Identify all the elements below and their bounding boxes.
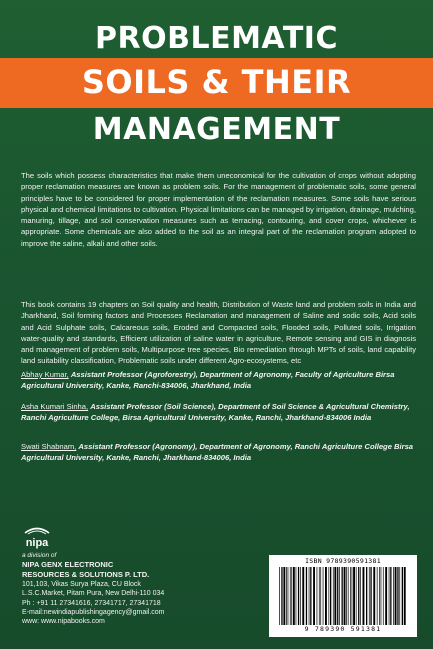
barcode-bar bbox=[397, 567, 398, 625]
barcode-bar bbox=[281, 567, 282, 625]
barcode-bar bbox=[358, 567, 359, 625]
author-name: Abhay Kumar, bbox=[21, 370, 69, 379]
barcode-bar bbox=[366, 567, 367, 625]
barcode-bar bbox=[393, 567, 394, 625]
barcode-bar bbox=[300, 567, 301, 625]
barcode-bar bbox=[377, 567, 378, 625]
barcode-bar bbox=[286, 567, 287, 625]
publisher-name-line-1: NIPA GENX ELECTRONIC bbox=[22, 560, 114, 570]
publisher-phone: Ph : +91 11 27341616, 27341717, 27341718 bbox=[22, 599, 161, 607]
division-label: a division of bbox=[22, 552, 57, 559]
barcode-bar bbox=[404, 567, 406, 625]
barcode-bar bbox=[360, 567, 361, 625]
barcode-bar bbox=[290, 567, 291, 625]
barcode-bar bbox=[370, 567, 371, 625]
barcode-bar bbox=[309, 567, 310, 625]
barcode-bar bbox=[356, 567, 357, 625]
author-affiliation: Assistant Professor (Agronomy), Department of Agronomy, Ranchi Agriculture College Birsa Agricultural University, Kanke, Ranchi, Jharkhand-834006, India bbox=[21, 442, 414, 462]
barcode-bar bbox=[298, 567, 299, 625]
author-name: Swati Shabnam, bbox=[21, 442, 77, 451]
barcode-bar bbox=[320, 567, 321, 625]
author-entry bbox=[21, 369, 416, 391]
barcode-bar bbox=[350, 567, 351, 625]
barcode-bar bbox=[329, 567, 330, 625]
barcode-bar bbox=[330, 567, 331, 625]
barcode-bar bbox=[313, 567, 315, 625]
barcode-bar bbox=[283, 567, 285, 625]
barcode-bar bbox=[319, 567, 320, 625]
barcode-bar bbox=[333, 567, 334, 625]
title-line-1: PROBLEMATIC bbox=[95, 21, 338, 56]
barcode-bar bbox=[389, 567, 390, 625]
barcode-bar bbox=[293, 567, 295, 625]
barcode-bar bbox=[317, 567, 318, 625]
barcode-bar bbox=[342, 567, 343, 625]
barcode-bar bbox=[291, 567, 292, 625]
title-line-3: MANAGEMENT bbox=[92, 112, 341, 147]
barcode-bar bbox=[363, 567, 365, 625]
barcode-bars bbox=[277, 567, 409, 625]
author-name: Asha Kumari Sinha, bbox=[21, 402, 89, 411]
blurb-paragraph-2: This book contains 19 chapters on Soil quality and health, Distribution of Waste land and problem soils in India and Jharkhand, Soil forming factors and Processes Reclamation and management of Saline and sodic soils, Acid soils and Acid Sulphate soils, Calcareous soils, Eroded and Compacted soils, Flooded soils, Polluted soils, Irrigation water-quality and standards, Efficient utilization of saline water in agriculture, Remote sensing and GIS in diagnosis and management of problem soils, Multipurpose tree species, Bio remediation through MPTs of soils, land capability land suitability classification, Problematic soils under different Agro-ecosystems, etc bbox=[21, 300, 416, 366]
author-affiliation: Assistant Professor (Agroforestry), Department of Agronomy, Faculty of Agriculture Birsa Agricultural University, Kanke, Ranchi-834006, Jharkhand, India bbox=[21, 370, 395, 390]
author-entry bbox=[21, 441, 416, 463]
barcode-bar bbox=[306, 567, 307, 625]
publisher-address-line-2: L.S.C.Market, Pitam Pura, New Delhi-110 034 bbox=[22, 590, 165, 598]
barcode-bar bbox=[337, 567, 338, 625]
isbn-label: ISBN 9789390591381 bbox=[305, 557, 381, 565]
publisher-address-line-1: 101,103, Vikas Surya Plaza, CU Block bbox=[22, 581, 141, 589]
barcode-bar bbox=[402, 567, 403, 625]
barcode-bar bbox=[279, 567, 280, 625]
author-affiliation: Assistant Professor (Soil Science), Department of Soil Science & Agricultural Chemistry, Ranchi Agriculture College, Birsa Agricultural University, Kanke, Ranchi, Jharkhand-834006 India bbox=[21, 402, 410, 422]
barcode-bar bbox=[296, 567, 297, 625]
barcode-bar bbox=[390, 567, 391, 625]
barcode-bar bbox=[399, 567, 400, 625]
logo-text: nipa bbox=[25, 537, 49, 549]
blurb-paragraph-1: The soils which possess characteristics that make them uneconomical for the cultivation of crops without adopting proper reclamation measures are known as problem soils. For the management of problematic soils, some general principles have to be considered for proper implementation of the reclamation measures. Some soils have serious physical and chemical limitations to cultivation. Physical limitations can be managed by irrigation, drainage, mulching, manuring, tillage, and soil conservation measures such as terracing, contouring, and cover crops, whichever is appropriate. Some chemicals are also added to the soil as an integral part of the reclamation program adopted to improve the saline, alkali and other soils. bbox=[21, 171, 416, 248]
barcode-bar bbox=[334, 567, 336, 625]
barcode-bar bbox=[381, 567, 382, 625]
barcode-bar bbox=[346, 567, 347, 625]
publisher-website: www: www.nipabooks.com bbox=[22, 618, 105, 626]
barcode-bar bbox=[383, 567, 384, 625]
barcode-digits: 9 789390 591381 bbox=[304, 625, 382, 633]
barcode-bar bbox=[352, 567, 353, 625]
isbn-barcode bbox=[269, 555, 417, 637]
title-line-2: SOILS & THEIR bbox=[81, 63, 352, 101]
publisher-email: E-mail:newindiapublishingagency@gmail.com bbox=[22, 608, 165, 616]
barcode-bar bbox=[302, 567, 304, 625]
publisher-block bbox=[22, 551, 252, 626]
barcode-bar bbox=[288, 567, 289, 625]
barcode-bar bbox=[325, 567, 327, 625]
nipa-logo-icon bbox=[22, 524, 52, 550]
publisher-name-line-2: RESOURCES & SOLUTIONS P. LTD. bbox=[22, 570, 150, 580]
barcode-bar bbox=[344, 567, 346, 625]
barcode-bar bbox=[395, 567, 397, 625]
barcode-bar bbox=[379, 567, 380, 625]
barcode-bar bbox=[348, 567, 349, 625]
barcode-bar bbox=[385, 567, 387, 625]
barcode-bar bbox=[369, 567, 370, 625]
barcode-bar bbox=[323, 567, 324, 625]
author-entry bbox=[21, 401, 416, 423]
barcode-bar bbox=[353, 567, 355, 625]
barcode-bar bbox=[310, 567, 311, 625]
barcode-bar bbox=[373, 567, 375, 625]
barcode-bar bbox=[339, 567, 340, 625]
